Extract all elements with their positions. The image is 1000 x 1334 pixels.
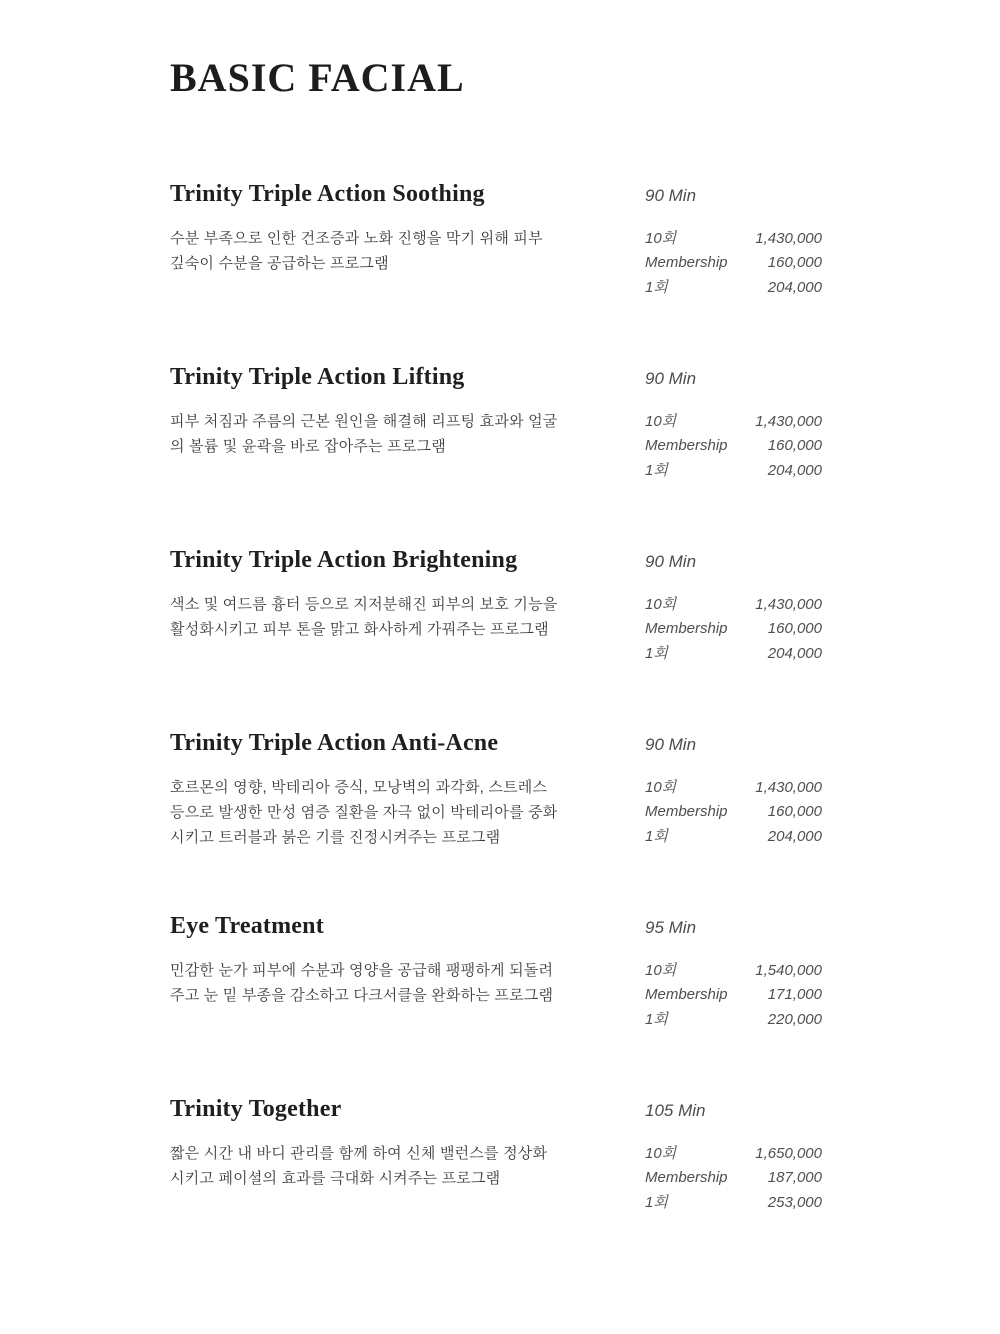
treatment-description [170, 592, 600, 642]
price-label: Membership [645, 254, 728, 272]
price-value: 204,000 [767, 461, 822, 479]
description-line: 피부 처짐과 주름의 근본 원인을 해결해 리프팅 효과와 얼굴 [170, 412, 558, 430]
price-row [645, 459, 822, 484]
treatment-item [170, 912, 822, 1095]
price-label: 1회 [645, 827, 668, 845]
price-row [645, 410, 822, 435]
price-value: 204,000 [767, 278, 822, 296]
price-row [645, 983, 822, 1008]
treatment-duration: 90 Min [645, 369, 697, 388]
description-line: 깊숙이 수분을 공급하는 프로그램 [170, 254, 389, 272]
treatment-item [170, 1095, 822, 1278]
price-value: 160,000 [767, 803, 822, 821]
price-label: Membership [645, 986, 728, 1004]
treatment-duration: 95 Min [645, 918, 697, 937]
price-row [645, 593, 822, 618]
price-label: 10회 [645, 412, 677, 430]
treatment-list [170, 180, 822, 1278]
price-row [645, 825, 822, 850]
price-label: 10회 [645, 229, 677, 247]
price-label: 1회 [645, 1010, 668, 1028]
price-list [645, 959, 822, 1033]
price-label: Membership [645, 803, 728, 821]
treatment-description [170, 226, 600, 276]
price-value: 1,650,000 [755, 1144, 822, 1162]
description-line: 활성화시키고 피부 톤을 맑고 화사하게 가꿔주는 프로그램 [170, 620, 549, 638]
price-label: 10회 [645, 778, 677, 796]
treatment-name: Eye Treatment [170, 913, 324, 939]
price-value: 160,000 [767, 437, 822, 455]
price-list [645, 410, 822, 484]
price-row [645, 1142, 822, 1167]
price-label: 10회 [645, 595, 677, 613]
price-value: 204,000 [767, 644, 822, 662]
price-row [645, 276, 822, 301]
price-value: 160,000 [767, 254, 822, 272]
price-value: 253,000 [767, 1193, 822, 1211]
price-label: 10회 [645, 961, 677, 979]
price-list [645, 776, 822, 850]
treatment-duration: 90 Min [645, 735, 697, 754]
price-label: 1회 [645, 278, 668, 296]
price-value: 187,000 [767, 1169, 822, 1187]
price-row [645, 1008, 822, 1033]
price-value: 220,000 [767, 1010, 822, 1028]
price-row [645, 617, 822, 642]
price-value: 171,000 [767, 986, 822, 1004]
price-row [645, 434, 822, 459]
price-label: 1회 [645, 1193, 668, 1211]
description-line: 짧은 시간 내 바디 관리를 함께 하여 신체 밸런스를 정상화 [170, 1144, 548, 1162]
price-label: Membership [645, 1169, 728, 1187]
treatment-name: Trinity Triple Action Anti-Acne [170, 730, 499, 756]
treatment-description [170, 1141, 600, 1191]
treatment-duration: 90 Min [645, 552, 697, 571]
price-label: Membership [645, 620, 728, 638]
price-row [645, 227, 822, 252]
description-line: 색소 및 여드름 흉터 등으로 지저분해진 피부의 보호 기능을 [170, 595, 558, 613]
description-line: 등으로 발생한 만성 염증 질환을 자극 없이 박테리아를 중화 [170, 803, 558, 821]
price-value: 1,430,000 [755, 595, 822, 613]
description-line: 시키고 트러블과 붉은 기를 진정시켜주는 프로그램 [170, 828, 501, 846]
treatment-description [170, 775, 600, 850]
page-title: BASIC FACIAL [170, 55, 465, 100]
description-line: 수분 부족으로 인한 건조증과 노화 진행을 막기 위해 피부 [170, 229, 543, 247]
treatment-name: Trinity Triple Action Lifting [170, 364, 465, 390]
treatment-duration: 90 Min [645, 186, 697, 205]
price-row [645, 959, 822, 984]
price-row [645, 251, 822, 276]
price-value: 1,430,000 [755, 778, 822, 796]
treatment-name: Trinity Together [170, 1096, 342, 1122]
treatment-description [170, 409, 600, 459]
description-line: 호르몬의 영향, 박테리아 증식, 모낭벽의 과각화, 스트레스 [170, 778, 548, 796]
price-row [645, 1166, 822, 1191]
price-row [645, 776, 822, 801]
treatment-item [170, 546, 822, 729]
price-value: 204,000 [767, 827, 822, 845]
price-label: 10회 [645, 1144, 677, 1162]
price-value: 1,430,000 [755, 412, 822, 430]
price-row [645, 642, 822, 667]
treatment-name: Trinity Triple Action Soothing [170, 181, 485, 207]
price-label: Membership [645, 437, 728, 455]
price-row [645, 1191, 822, 1216]
description-line: 주고 눈 밑 부종을 감소하고 다크서클을 완화하는 프로그램 [170, 986, 554, 1004]
price-label: 1회 [645, 644, 668, 662]
price-list [645, 593, 822, 667]
treatment-duration: 105 Min [645, 1101, 706, 1120]
treatment-name: Trinity Triple Action Brightening [170, 547, 518, 573]
price-label: 1회 [645, 461, 668, 479]
price-row [645, 800, 822, 825]
price-value: 160,000 [767, 620, 822, 638]
treatment-item [170, 363, 822, 546]
description-line: 민감한 눈가 피부에 수분과 영양을 공급해 팽팽하게 되돌려 [170, 961, 554, 979]
treatment-item [170, 180, 822, 363]
description-line: 시키고 페이셜의 효과를 극대화 시켜주는 프로그램 [170, 1169, 501, 1187]
price-value: 1,430,000 [755, 229, 822, 247]
treatment-item [170, 729, 822, 912]
price-value: 1,540,000 [755, 961, 822, 979]
price-list [645, 1142, 822, 1216]
description-line: 의 볼륨 및 윤곽을 바로 잡아주는 프로그램 [170, 437, 446, 455]
price-list [645, 227, 822, 301]
treatment-description [170, 958, 600, 1008]
